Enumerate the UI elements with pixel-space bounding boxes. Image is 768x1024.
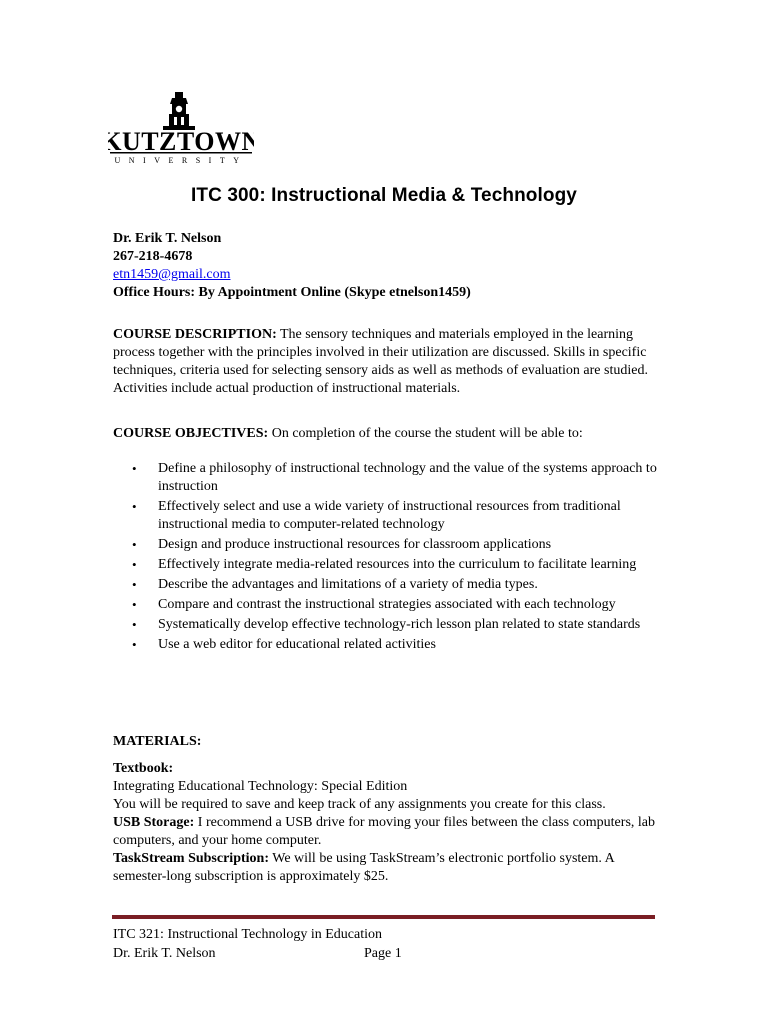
list-item: • Compare and contrast the instructional strategies associated with each technology	[113, 596, 658, 614]
instructor-name: Dr. Erik T. Nelson	[113, 231, 222, 246]
course-description-label: COURSE DESCRIPTION:	[113, 327, 277, 342]
textbook-title: Integrating Educational Technology: Special Edition	[113, 779, 408, 794]
logo-wordmark: KUTZTOWN	[108, 127, 254, 156]
footer-divider	[112, 915, 655, 919]
footer-course: ITC 321: Instructional Technology in Education	[113, 927, 382, 942]
course-objectives-intro	[113, 425, 658, 443]
usb-storage-label: USB Storage:	[113, 815, 195, 830]
footer-page-number: Page 1	[364, 946, 402, 961]
taskstream-label: TaskStream Subscription:	[113, 851, 269, 866]
textbook-label: Textbook:	[113, 761, 174, 776]
objectives-list	[113, 460, 658, 656]
list-item: • Effectively select and use a wide variety of instructional resources from traditional instructional media to computer-related technology	[113, 498, 658, 534]
list-item: • Use a web editor for educational related activities	[113, 636, 658, 654]
office-hours: Office Hours: By Appointment Online (Skype etnelson1459)	[113, 285, 471, 300]
materials-section	[113, 760, 658, 886]
footer-instructor: Dr. Erik T. Nelson	[113, 946, 216, 961]
instructor-email-link[interactable]: etn1459@gmail.com	[113, 267, 231, 282]
list-item: • Design and produce instructional resources for classroom applications	[113, 536, 658, 554]
list-item: • Systematically develop effective technology-rich lesson plan related to state standards	[113, 616, 658, 634]
clock-tower-icon	[108, 90, 254, 166]
materials-heading: MATERIALS:	[113, 734, 202, 749]
textbook-note: You will be required to save and keep track of any assignments you create for this class.	[113, 797, 606, 812]
list-item: • Describe the advantages and limitations of a variety of media types.	[113, 576, 658, 594]
instructor-phone: 267-218-4678	[113, 249, 193, 264]
course-objectives-text: On completion of the course the student will be able to:	[268, 426, 583, 441]
contact-block	[113, 230, 471, 302]
usb-storage-text: I recommend a USB drive for moving your files between the class computers, lab computers, and your home computer.	[113, 815, 655, 848]
course-objectives-label: COURSE OBJECTIVES:	[113, 426, 269, 441]
university-logo	[108, 90, 254, 166]
list-item: • Effectively integrate media-related resources into the curriculum to facilitate learning	[113, 556, 658, 574]
course-description	[113, 326, 658, 398]
list-item: • Define a philosophy of instructional technology and the value of the systems approach to instruction	[113, 460, 658, 496]
page-footer	[113, 925, 402, 963]
taskstream-text: We will be using TaskStream’s electronic portfolio system. A semester-long subscription is approximately $25.	[113, 851, 614, 884]
logo-subtext: UNIVERSITY	[114, 156, 248, 165]
course-title: ITC 300: Instructional Media & Technology	[191, 185, 577, 206]
course-description-text: The sensory techniques and materials employed in the learning process together with the principles involved in their utilization are discussed. Skills in specific techniques, criteria used for selecting sensory aids as well as methods of evaluation are studied. Activities include actual production of instructional materials.	[113, 327, 648, 396]
